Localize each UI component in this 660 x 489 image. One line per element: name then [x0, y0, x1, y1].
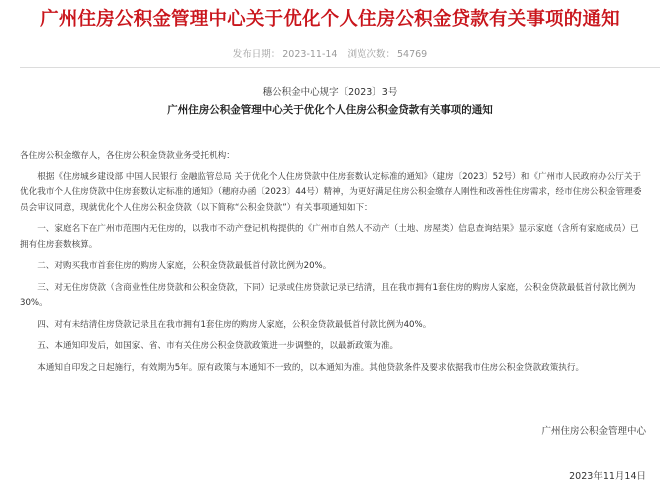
document-subtitle: 广州住房公积金管理中心关于优化个人住房公积金贷款有关事项的通知 [167, 104, 493, 116]
paragraph-item-3: 三、对无住房贷款（含商业性住房贷款和公积金贷款，下同）记录或住房贷款记录已结清，且在我市拥有1套住房的购房人家庭，公积金贷款最低首付款比例为30%。 [20, 282, 636, 308]
paragraph-item-1: 一、家庭名下在广州市范围内无住房的，以我市不动产登记机构提供的《广州市自然人不动产（土地、房屋类）信息查询结果》显示家庭（含所有家庭成员）已拥有住房套数核算。 [20, 224, 639, 250]
paragraph-item-5: 五、本通知印发后，如国家、省、市有关住房公积金贷款政策进一步调整的，以最新政策为准。 [37, 341, 399, 351]
paragraph-item-4: 四、对有未结清住房贷款记录且在我市拥有1套住房的购房人家庭，公积金贷款最低首付款比例为40%。 [37, 319, 432, 330]
issue-date: 2023年11月14日 [569, 471, 646, 482]
views-label: 浏览次数： [347, 49, 395, 60]
publish-date-label: 发布日期： [232, 49, 281, 60]
page-title: 广州住房公积金管理中心关于优化个人住房公积金贷款有关事项的通知 [40, 9, 620, 30]
document-number: 穗公积金中心规字〔2023〕3号 [262, 87, 398, 98]
paragraph-effective: 本通知自印发之日起施行，有效期为5年。原有政策与本通知不一致的，以本通知为准。其他贷款条件及要求依据我市住房公积金贷款政策执行。 [37, 362, 585, 373]
document-body [20, 149, 644, 382]
issuer-signature: 广州住房公积金管理中心 [541, 426, 646, 437]
paragraph-item-2: 二、对购买我市首套住房的购房人家庭，公积金贷款最低首付款比例为20%。 [37, 261, 332, 271]
publish-date: 2023-11-14 [282, 49, 338, 60]
greeting: 各住房公积金缴存人，各住房公积金贷款业务受托机构： [20, 151, 235, 161]
views-count: 54769 [397, 49, 428, 60]
article-meta [0, 46, 660, 60]
paragraph-basis: 根据《住房城乡建设部 中国人民银行 金融监管总局 关于优化个人住房贷款中住房套数认定标准的通知》（建房〔2023〕52号）和《广州市人民政府办公厅关于优化我市个人住房贷款中住房套数认定标准的通知》（穗府办函〔2023〕44号）精神，为更好满足住房公积金缴存人刚性和改善性住房需求，经市住房公积金管理委员会审议同意，现就优化个人住房公积金贷款（以下简称“公积金贷款”）有关事项通知如下： [20, 171, 642, 213]
header-divider [20, 67, 660, 68]
